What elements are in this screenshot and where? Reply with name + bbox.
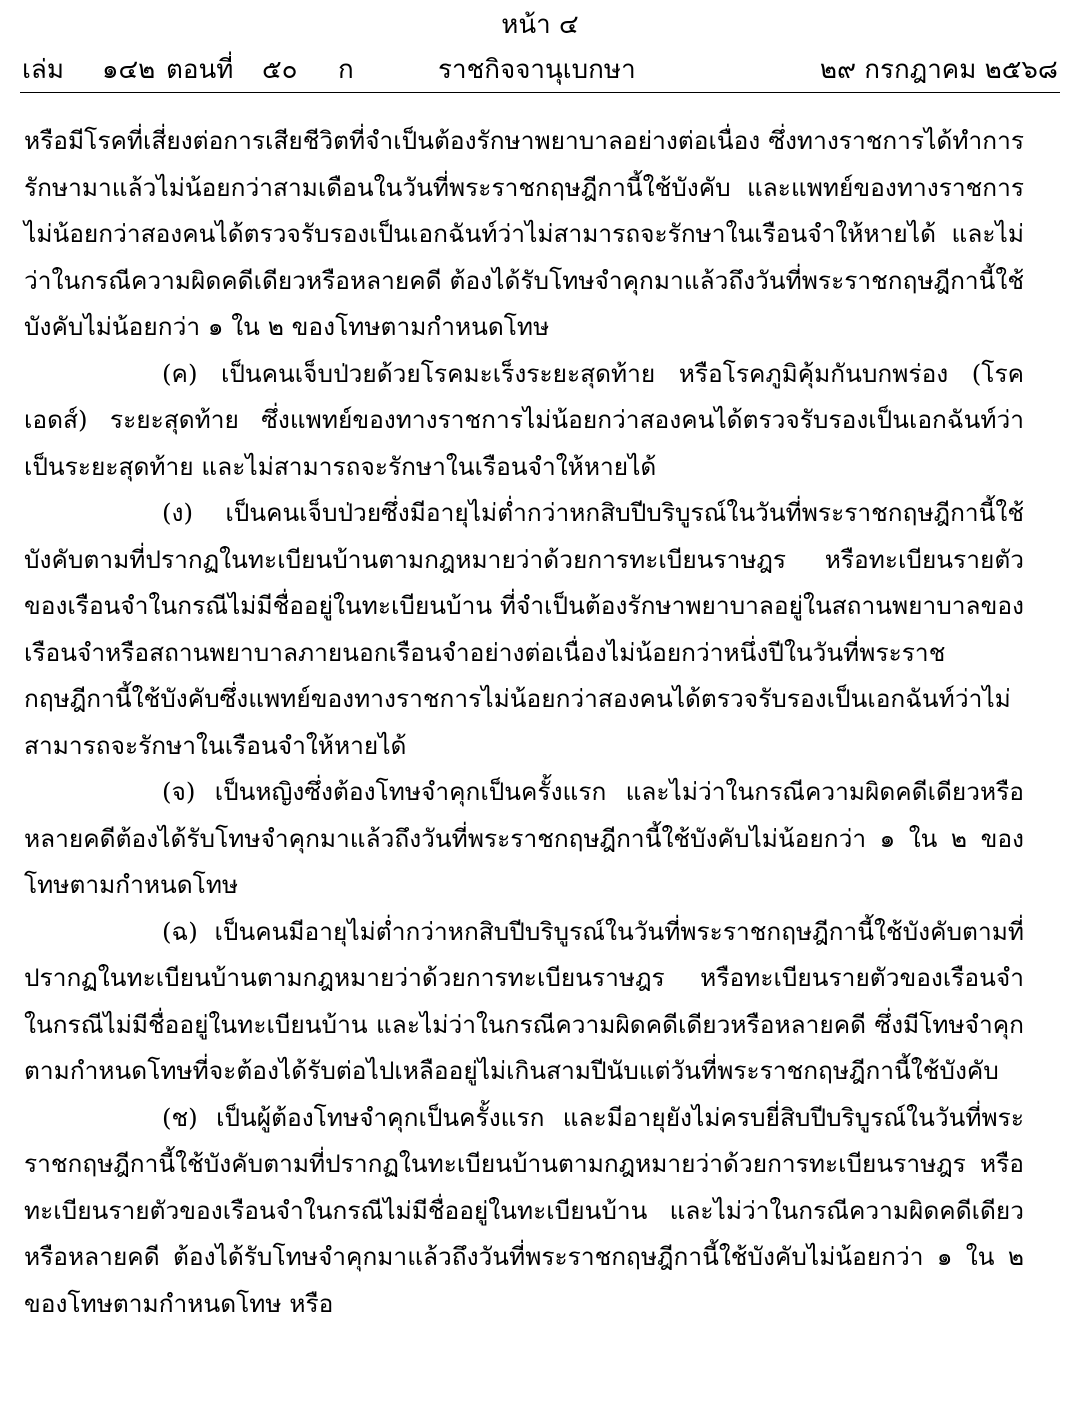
page-number: หน้า ๔: [501, 10, 579, 40]
section-label: ตอนที่: [166, 55, 234, 85]
document-body: [24, 118, 1024, 1327]
volume-label: เล่ม: [22, 55, 64, 85]
paragraph-item-ngo: (ง) เป็นคนเจ็บป่วยซึ่งมีอายุไม่ต่ำกว่าหกสิบปีบริบูรณ์ในวันที่พระราชกฤษฎีกานี้ใช้บังคับตามที่ปรากฏในทะเบียนบ้านตามกฎหมายว่าด้วยการทะเบียนราษฎร หรือทะเบียนรายตัวของเรือนจำในกรณีไม่มีชื่ออยู่ในทะเบียนบ้าน ที่จำเป็นต้องรักษาพยาบาลอยู่ในสถานพยาบาลของเรือนจำหรือสถานพยาบาลภายนอกเรือนจำอย่างต่อเนื่องไม่น้อยกว่าหนึ่งปีในวันที่พระราชกฤษฎีกานี้ใช้บังคับซึ่งแพทย์ของทางราชการไม่น้อยกว่าสองคนได้ตรวจรับรองเป็นเอกฉันท์ว่าไม่สามารถจะรักษาในเรือนจำให้หายได้: [24, 498, 1024, 760]
section-type: ก: [338, 55, 354, 85]
section-number: ๕๐: [262, 55, 298, 85]
gazette-header: [20, 52, 1060, 88]
paragraph-continuation: หรือมีโรคที่เสี่ยงต่อการเสียชีวิตที่จำเป็นต้องรักษาพยาบาลอย่างต่อเนื่อง ซึ่งทางราชการได้ทำการรักษามาแล้วไม่น้อยกว่าสามเดือนในวันที่พระราชกฤษฎีกานี้ใช้บังคับ และแพทย์ของทางราชการไม่น้อยกว่าสองคนได้ตรวจรับรองเป็นเอกฉันท์ว่าไม่สามารถจะรักษาในเรือนจำให้หายได้ และไม่ว่าในกรณีความผิดคดีเดียวหรือหลายคดี ต้องได้รับโทษจำคุกมาแล้วถึงวันที่พระราชกฤษฎีกานี้ใช้บังคับไม่น้อยกว่า ๑ ใน ๒ ของโทษตามกำหนดโทษ: [24, 126, 1024, 341]
publication-date: ๒๙ กรกฎาคม ๒๕๖๘: [819, 55, 1058, 85]
paragraph-item-cho: (จ) เป็นหญิงซึ่งต้องโทษจำคุกเป็นครั้งแรก และไม่ว่าในกรณีความผิดคดีเดียวหรือหลายคดีต้องได้รับโทษจำคุกมาแล้วถึงวันที่พระราชกฤษฎีกานี้ใช้บังคับไม่น้อยกว่า ๑ ใน ๒ ของโทษตามกำหนดโทษ: [24, 777, 1024, 899]
gazette-title: ราชกิจจานุเบกษา: [438, 55, 636, 85]
paragraph-item-kho: (ค) เป็นคนเจ็บป่วยด้วยโรคมะเร็งระยะสุดท้าย หรือโรคภูมิคุ้มกันบกพร่อง (โรคเอดส์) ระยะสุดท้าย ซึ่งแพทย์ของทางราชการไม่น้อยกว่าสองคนได้ตรวจรับรองเป็นเอกฉันท์ว่าเป็นระยะสุดท้าย และไม่สามารถจะรักษาในเรือนจำให้หายได้: [24, 358, 1024, 481]
paragraph-item-sho: (ช) เป็นผู้ต้องโทษจำคุกเป็นครั้งแรก และมีอายุยังไม่ครบยี่สิบปีบริบูรณ์ในวันที่พระราชกฤษฎีกานี้ใช้บังคับตามที่ปรากฏในทะเบียนบ้านตามกฎหมายว่าด้วยการทะเบียนราษฎร หรือทะเบียนรายตัวของเรือนจำในกรณีไม่มีชื่ออยู่ในทะเบียนบ้าน และไม่ว่าในกรณีความผิดคดีเดียวหรือหลายคดี ต้องได้รับโทษจำคุกมาแล้วถึงวันที่พระราชกฤษฎีกานี้ใช้บังคับไม่น้อยกว่า ๑ ใน ๒ ของโทษตามกำหนดโทษ หรือ: [24, 1102, 1024, 1318]
volume-number: ๑๔๒: [102, 55, 156, 85]
header-divider: [20, 92, 1060, 93]
paragraph-item-chor: (ฉ) เป็นคนมีอายุไม่ต่ำกว่าหกสิบปีบริบูรณ์ในวันที่พระราชกฤษฎีกานี้ใช้บังคับตามที่ปรากฏในทะเบียนบ้านตามกฎหมายว่าด้วยการทะเบียนราษฎร หรือทะเบียนรายตัวของเรือนจำในกรณีไม่มีชื่ออยู่ในทะเบียนบ้าน และไม่ว่าในกรณีความผิดคดีเดียวหรือหลายคดี ซึ่งมีโทษจำคุกตามกำหนดโทษที่จะต้องได้รับต่อไปเหลืออยู่ไม่เกินสามปีนับแต่วันที่พระราชกฤษฎีกานี้ใช้บังคับ: [24, 916, 1024, 1085]
